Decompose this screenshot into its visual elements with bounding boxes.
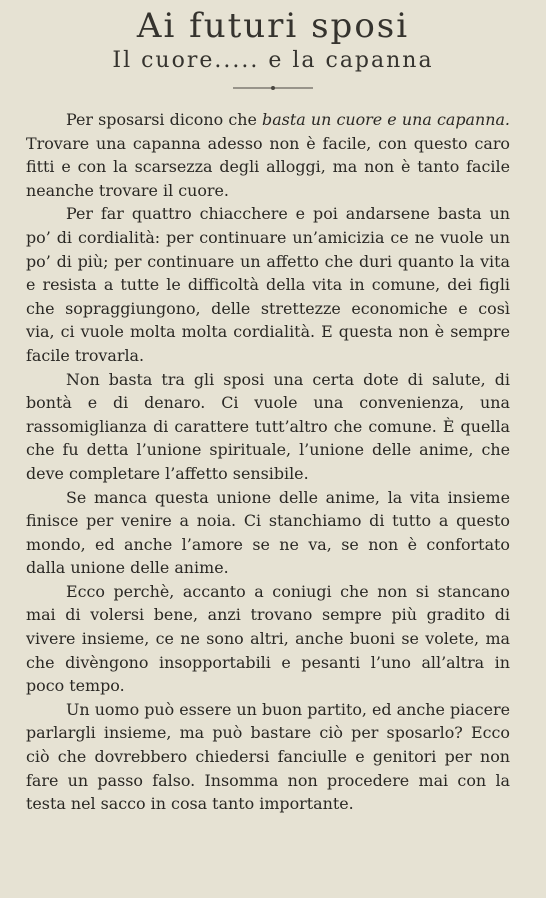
paragraph-2: Per far quattro chiacchere e poi andarsene basta un po’ di cordialità: per continuare un’amicizia ce ne vuole un po’ di più; per continuare un affetto che duri quanto la vita e resista a tutte le difficoltà della vita in comune, dei figli che sopraggiungono, delle strettezze economiche e così via, ci vuole molta molta cordialità. E questa non è sempre facile trovarla.: [26, 204, 510, 365]
article-subtitle: Il cuore..... e la capanna: [112, 48, 434, 73]
ornamental-rule: [233, 84, 313, 92]
paragraph-5: Ecco perchè, accanto a coniugi che non si stancano mai di volersi bene, anzi trovano sempre più gradito di vivere insieme, ce ne sono altri, anche buoni se volete, ma che divèngono insopportabili e pesanti l’uno all’altra in poco tempo.: [26, 581, 510, 696]
paragraph-1: Per sposarsi dicono che basta un cuore e una capanna. Trovare una capanna adesso non è facile, con questo caro fitti e con la scarsezza degli alloggi, ma non è tanto facile neanche trovare il cuore.: [26, 110, 510, 200]
italic-quote: basta un cuore e una capanna.: [262, 110, 510, 129]
article-body: [26, 108, 510, 816]
paragraph-4: Se manca questa unione delle anime, la vita insieme finisce per venire a noia. Ci stanchiamo di tutto a questo mondo, ed anche l’amore se ne va, se non è confortato dalla unione delle anime.: [26, 487, 510, 578]
paragraph-3: Non basta tra gli sposi una certa dote di salute, di bontà e di denaro. Ci vuole una convenienza, una rassomiglianza di carattere tutt’altro che comune. È quella che fu detta l’unione spirituale, l’unione delle anime, che deve completare l’affetto sensibile.: [26, 369, 510, 483]
paragraph-6: Un uomo può essere un buon partito, ed anche piacere parlargli insieme, ma può bastare ciò per sposarlo? Ecco ciò che dovrebbero chiedersi fanciulle e genitori per non fare un passo falso. Insomma non procedere mai con la testa nel sacco in cosa tanto importante.: [26, 699, 510, 814]
article-title: Ai futuri sposi: [136, 6, 410, 46]
